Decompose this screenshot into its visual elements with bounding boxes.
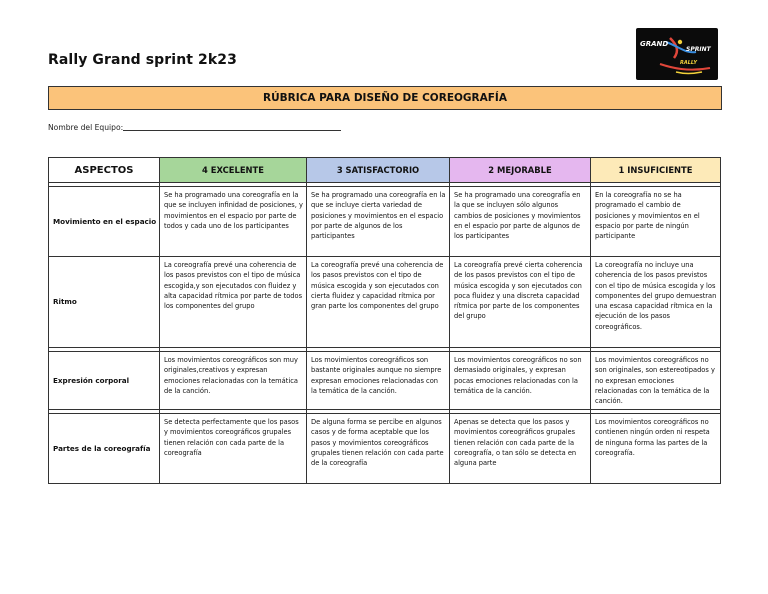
aspect-label: Partes de la coreografía xyxy=(49,414,160,484)
rubric-banner-title: RÚBRICA PARA DISEÑO DE COREOGRAFÍA xyxy=(263,92,507,104)
table-cell: La coreografía prevé una coherencia de los pasos previstos con el tipo de música escogida y son ejecutados con cierta fluidez y capacidad rítmica por gran parte los componentes del grupo xyxy=(307,257,450,348)
table-row xyxy=(49,257,721,348)
table-row xyxy=(49,352,721,410)
table-cell: Se ha programado una coreografía en la que se incluyen sólo algunos cambios de posiciones y movimientos en el espacio por parte de algunos de los participantes xyxy=(450,187,591,257)
table-cell: Los movimientos coreográficos no son demasiado originales, y expresan pocas emociones relacionadas con la temática de la canción. xyxy=(450,352,591,410)
table-row xyxy=(49,187,721,257)
rubric-table xyxy=(48,157,721,484)
table-cell: Los movimientos coreográficos son muy originales,creativos y expresan emociones relacionadas con la temática de la canción. xyxy=(160,352,307,410)
aspect-label: Expresión corporal xyxy=(49,352,160,410)
header-insuficiente: 1 INSUFICIENTE xyxy=(591,158,721,183)
table-cell: La coreografía no incluye una coherencia de los pasos previstos con el tipo de música escogida y los componentes del grupo demuestran una escasa capacidad rítmica en la ejecución de los pasos coreográficos. xyxy=(591,257,721,348)
table-cell: Se ha programado una coreografía en la que se incluye cierta variedad de posiciones y movimientos en el espacio por parte de algunos de los participantes xyxy=(307,187,450,257)
logo-text-rally: RALLY xyxy=(680,60,697,66)
table-row xyxy=(49,414,721,484)
table-cell: Apenas se detecta que los pasos y movimientos coreográficos grupales tienen relación con cada parte de la coreografía, o tan sólo se detecta en alguna parte xyxy=(450,414,591,484)
team-name-label: Nombre del Equipo: xyxy=(48,123,124,132)
rubric-banner xyxy=(48,86,722,110)
header-excelente: 4 EXCELENTE xyxy=(160,158,307,183)
aspect-label: Ritmo xyxy=(49,257,160,348)
header-mejorable: 2 MEJORABLE xyxy=(450,158,591,183)
header-aspectos: ASPECTOS xyxy=(49,158,160,183)
team-name-blank-line[interactable] xyxy=(123,130,341,131)
table-cell: Los movimientos coreográficos son bastante originales aunque no siempre expresan emociones relacionadas con la temática de la canción. xyxy=(307,352,450,410)
table-cell: De alguna forma se percibe en algunos casos y de forma aceptable que los pasos y movimientos coreográficos grupales tienen relación con cada parte de la coreografía xyxy=(307,414,450,484)
aspect-label: Movimiento en el espacio xyxy=(49,187,160,257)
grand-sprint-logo xyxy=(636,28,718,80)
logo-text-sprint: SPRINT xyxy=(686,46,711,53)
table-cell: Se detecta perfectamente que los pasos y movimientos coreográficos grupales tienen relación con cada parte de la coreografía xyxy=(160,414,307,484)
header-satisfactorio: 3 SATISFACTORIO xyxy=(307,158,450,183)
logo-runner-graphic xyxy=(636,28,718,80)
table-cell: En la coreografía no se ha programado el cambio de posiciones y movimientos en el espacio por parte de ningún participante xyxy=(591,187,721,257)
logo-text-grand: GRAND xyxy=(640,40,669,48)
table-cell: Los movimientos coreográficos no contienen ningún orden ni respeta de ninguna forma las partes de la coreografía. xyxy=(591,414,721,484)
table-cell: La coreografía prevé cierta coherencia de los pasos previstos con el tipo de música escogida y son ejecutados con poca fluidez y una discreta capacidad rítmica por parte de los componentes del grupo xyxy=(450,257,591,348)
table-cell: Se ha programado una coreografía en la que se incluyen infinidad de posiciones, y movimientos en el espacio por parte de todos y cada uno de los participantes xyxy=(160,187,307,257)
table-cell: Los movimientos coreográficos no son originales, son estereotipados y no expresan emociones relacionadas con la temática de la canción. xyxy=(591,352,721,410)
header-row xyxy=(49,158,721,183)
table-cell: La coreografía prevé una coherencia de los pasos previstos con el tipo de música escogida,y son ejecutados con fluidez y alta capacidad rítmica por parte de todos los componentes del grupo xyxy=(160,257,307,348)
team-name-row xyxy=(48,123,341,132)
document-title: Rally Grand sprint 2k23 xyxy=(48,52,237,68)
